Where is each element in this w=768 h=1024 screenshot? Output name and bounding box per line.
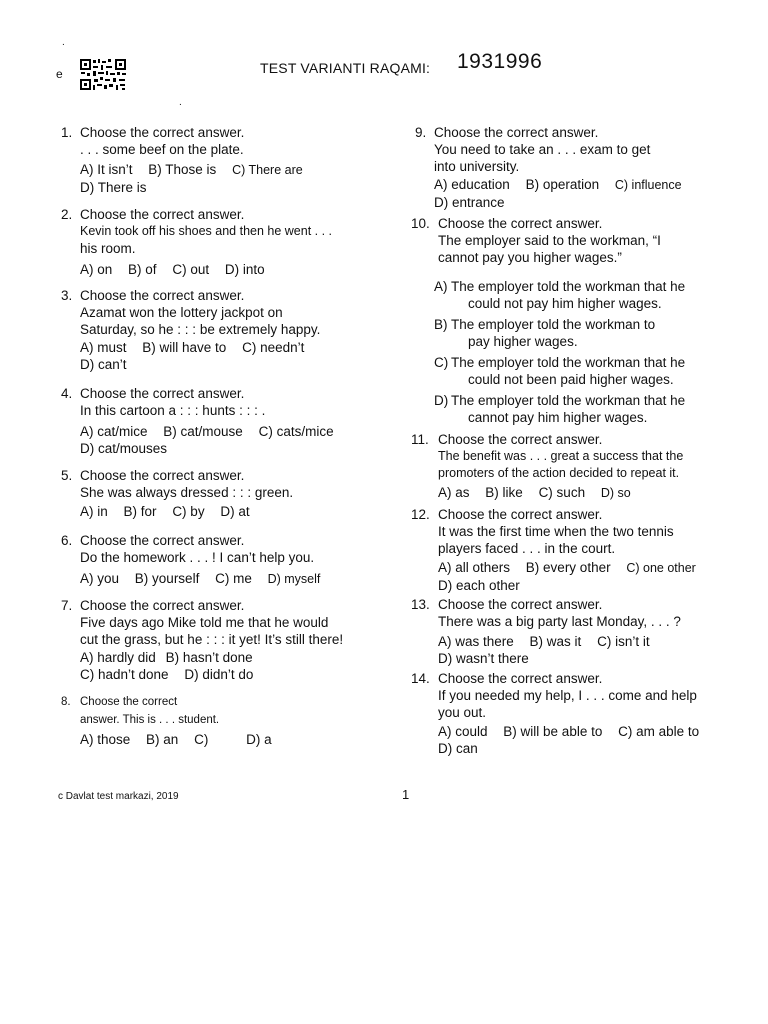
option-c[interactable]: C) am able to [618, 724, 700, 739]
option-d[interactable]: D) so [600, 486, 631, 500]
option-a[interactable]: A) education [434, 177, 510, 192]
question-text: Saturday, so he : : : be extremely happy. [80, 322, 321, 337]
option-a[interactable] [434, 278, 734, 312]
question-number: 12. [411, 507, 430, 522]
option-text: The employer told the workman that he [451, 355, 686, 370]
option-c[interactable]: C) There are [232, 163, 303, 177]
option-text: pay higher wages. [468, 334, 578, 349]
question-text: into university. [434, 159, 520, 174]
question-text: his room. [80, 241, 136, 256]
question-number: 9. [415, 125, 427, 140]
question-number: 4. [61, 386, 73, 401]
question-text: cannot pay you higher wages.” [438, 250, 622, 265]
option-a[interactable]: A) must [80, 340, 127, 355]
option-d[interactable]: D) can’t [80, 357, 127, 372]
question-text: In this cartoon a : : : hunts : : : . [80, 403, 266, 418]
option-c[interactable] [434, 354, 734, 388]
question-text: She was always dressed : : : green. [80, 485, 294, 500]
option-c[interactable]: C) one other [626, 561, 696, 575]
question-text: Five days ago Mike told me that he would [80, 615, 329, 630]
question-stem: Choose the correct answer. [80, 386, 245, 401]
option-a[interactable]: A) on [80, 262, 113, 277]
option-d[interactable]: D) each other [438, 578, 520, 593]
question-text: The benefit was . . . great a success that the [438, 449, 684, 463]
option-a[interactable]: A) those [80, 732, 131, 747]
option-label: B) [434, 317, 448, 332]
question-text: You need to take an . . . exam to get [434, 142, 651, 157]
header-mark-e: e [56, 67, 63, 81]
option-b[interactable]: B) an [146, 732, 179, 747]
option-a[interactable]: A) all others [438, 560, 511, 575]
option-b[interactable]: B) of [128, 262, 157, 277]
question-number: 3. [61, 288, 73, 303]
question-stem: Choose the correct answer. [80, 125, 245, 140]
option-a[interactable]: A) in [80, 504, 108, 519]
header-mark-dot-bottom: . [179, 97, 182, 108]
option-text: cannot pay him higher wages. [468, 410, 648, 425]
qr-code-icon [79, 58, 127, 91]
question-text: The employer said to the workman, “I [438, 233, 661, 248]
option-d[interactable]: D) entrance [434, 195, 505, 210]
option-d[interactable]: D) cat/mouses [80, 441, 168, 456]
question-stem: Choose the correct answer. [80, 207, 245, 222]
question-stem: Choose the correct answer. [438, 507, 603, 522]
question-stem: Choose the correct answer. [80, 533, 245, 548]
option-c[interactable]: C) isn’t it [597, 634, 650, 649]
option-b[interactable]: B) like [485, 485, 523, 500]
option-d[interactable] [434, 392, 734, 426]
option-d[interactable]: D) myself [267, 572, 321, 586]
question-text: promoters of the action decided to repeat it. [438, 466, 680, 480]
question-text: It was the first time when the two tennis [438, 524, 674, 539]
question-text: If you needed my help, I . . . come and help [438, 688, 697, 703]
option-d[interactable]: D) a [246, 732, 272, 747]
option-b[interactable]: B) for [123, 504, 157, 519]
question-text: . . . some beef on the plate. [80, 142, 244, 157]
question-text: Kevin took off his shoes and then he went . . . [80, 224, 333, 238]
option-c[interactable]: C) needn’t [242, 340, 305, 355]
question-number: 6. [61, 533, 73, 548]
option-text: could not pay him higher wages. [468, 296, 662, 311]
option-text: The employer told the workman that he [451, 393, 686, 408]
question-stem: Choose the correct answer. [438, 432, 603, 447]
option-label: A) [434, 279, 448, 294]
question-text: Do the homework . . . ! I can’t help you. [80, 550, 315, 565]
question-stem: Choose the correct answer. [438, 216, 603, 231]
footer-copyright: c Davlat test markazi, 2019 [58, 791, 179, 802]
test-variant-label: TEST VARIANTI RAQAMI: [260, 60, 431, 76]
option-c[interactable]: C) influence [614, 178, 682, 192]
question-number: 7. [61, 598, 73, 613]
question-number: 1. [61, 125, 73, 140]
question-text: cut the grass, but he : : : it yet! It’s still there! [80, 632, 344, 647]
option-b[interactable] [434, 316, 734, 350]
question-number: 14. [411, 671, 430, 686]
question-stem: Choose the correct answer. [438, 671, 603, 686]
option-label: D) [434, 393, 449, 408]
question-number: 10. [411, 216, 430, 231]
option-d[interactable]: D) wasn’t there [438, 651, 529, 666]
question-number: 5. [61, 468, 73, 483]
test-variant-number: 1931996 [457, 50, 543, 73]
question-stem: Choose the correct answer. [80, 598, 245, 613]
option-text: The employer told the workman that he [451, 279, 686, 294]
option-b[interactable]: B) yourself [134, 571, 200, 586]
option-c[interactable]: C) me [215, 571, 252, 586]
option-d[interactable]: D) can [438, 741, 478, 756]
option-text: could not been paid higher wages. [468, 372, 674, 387]
question-number: 13. [411, 597, 430, 612]
option-d[interactable]: D) didn’t do [184, 667, 254, 682]
question-number: 8. [61, 696, 71, 708]
option-b[interactable]: B) will have to [142, 340, 227, 355]
question-stem: Choose the correct answer. [434, 125, 599, 140]
option-d[interactable]: D) into [224, 262, 265, 277]
page-number: 1 [402, 787, 410, 802]
option-b[interactable]: B) cat/mouse [163, 424, 243, 439]
option-c[interactable]: C) hadn’t done [80, 667, 169, 682]
option-d[interactable]: D) There is [80, 180, 147, 195]
question-number: 2. [61, 207, 73, 222]
option-c[interactable]: C) [194, 732, 209, 747]
option-d[interactable]: D) at [220, 504, 250, 519]
question-stem: Choose the correct [80, 696, 178, 708]
question-10-options [434, 278, 734, 426]
option-a[interactable]: A) It isn’t [80, 162, 133, 177]
option-a[interactable]: A) cat/mice [80, 424, 148, 439]
option-b[interactable]: B) was it [529, 634, 582, 649]
option-label: C) [434, 355, 449, 370]
question-text: you out. [438, 705, 487, 720]
option-text: The employer told the workman to [451, 317, 656, 332]
option-b[interactable]: B) operation [525, 177, 600, 192]
option-c[interactable]: C) out [172, 262, 210, 277]
option-a[interactable]: A) you [80, 571, 120, 586]
question-stem: Choose the correct answer. [80, 288, 245, 303]
option-c[interactable]: C) by [172, 504, 205, 519]
question-text: players faced . . . in the court. [438, 541, 616, 556]
option-c[interactable]: C) such [538, 485, 586, 500]
option-b[interactable]: B) every other [525, 560, 611, 575]
question-stem: Choose the correct answer. [80, 468, 245, 483]
header-mark-dot-top: . [62, 37, 65, 48]
question-text: answer. This is . . . student. [80, 714, 220, 726]
question-text: There was a big party last Monday, . . . ? [438, 614, 681, 629]
option-a[interactable]: A) as [438, 485, 470, 500]
question-number: 11. [411, 432, 429, 447]
question-stem: Choose the correct answer. [438, 597, 603, 612]
option-a[interactable]: A) could [438, 724, 488, 739]
option-b[interactable]: B) Those is [148, 162, 217, 177]
option-b[interactable]: B) will be able to [503, 724, 603, 739]
question-text: Azamat won the lottery jackpot on [80, 305, 283, 320]
option-a[interactable]: A) was there [438, 634, 514, 649]
option-b[interactable]: B) hasn’t done [165, 650, 253, 665]
option-a[interactable]: A) hardly did [80, 650, 156, 665]
option-c[interactable]: C) cats/mice [258, 424, 334, 439]
